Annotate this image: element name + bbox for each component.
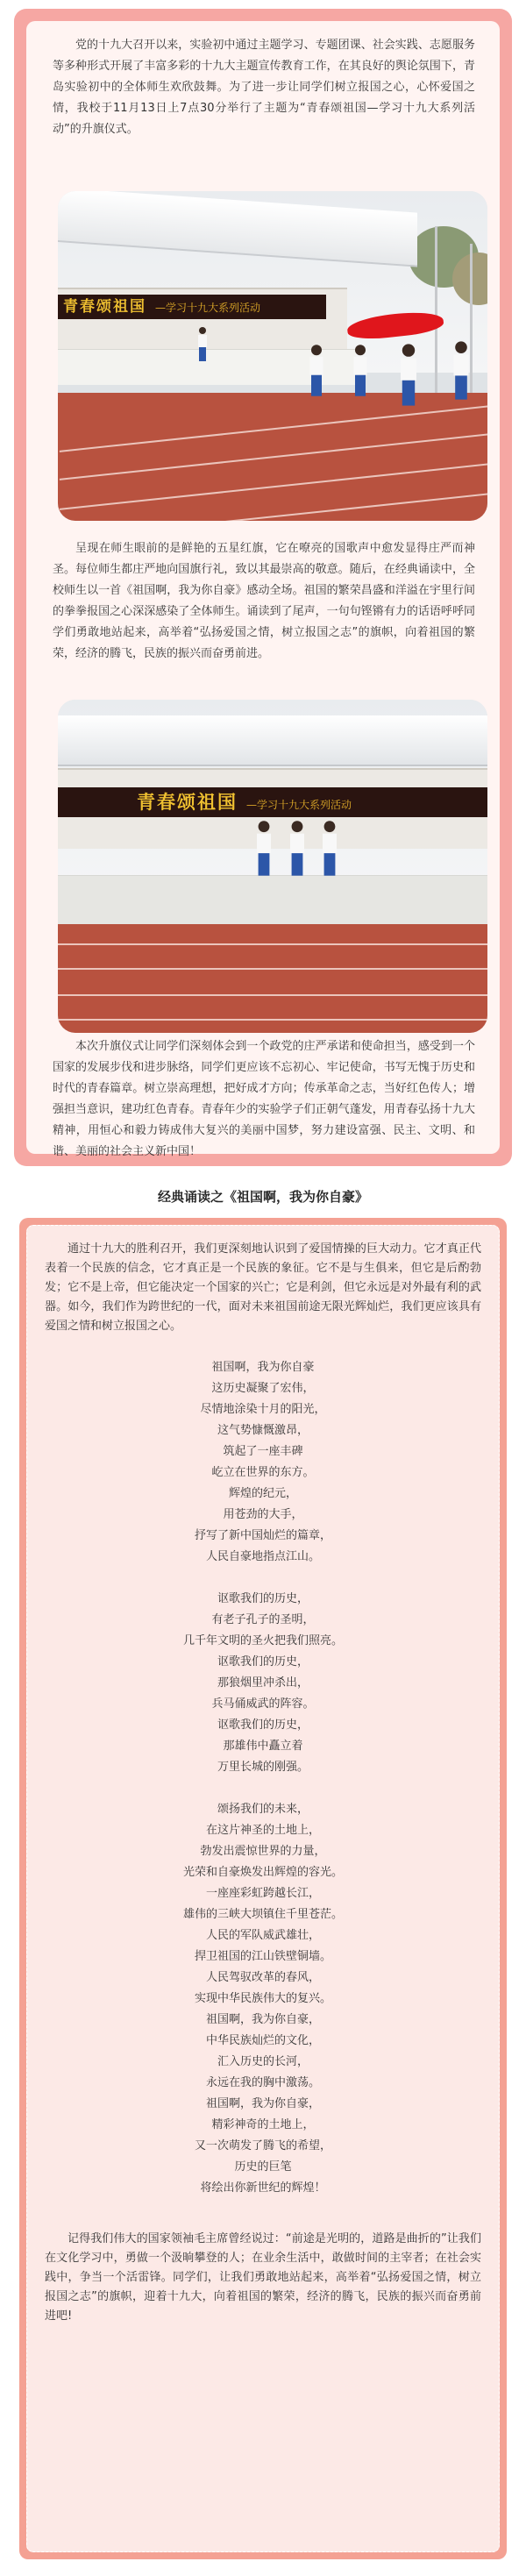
poem-line: 这气势慷慨激昂，	[217, 1424, 309, 1437]
paragraph-ceremony: 呈现在师生眼前的是鲜艳的五星红旗，它在嘹亮的国歌声中愈发显得庄严而神圣。每位师生都庄严地向国旗行礼，致以其最崇高的敬意。随后，在经典诵读中，全校师生以一首《祖国啊，我为你自豪》感动全场。祖国的繁荣昌盛和洋溢在宇里行间的拳拳报国之心深深感染了全体师生。诵读到了尾声，一句句铿锵有力的话语呼呼同学们勇敢地站起来，高举着“弘扬爱国之情，树立报国之志”的旗帜，向着祖国的繁荣，经济的腾飞，民族的振兴而奋勇前进。	[53, 542, 475, 660]
banner-subtitle: —学习十九大系列活动	[246, 799, 352, 811]
recitation-card-inner	[26, 1225, 500, 2552]
article-card	[14, 9, 512, 1166]
paragraph-intro: 党的十九大召开以来，实验初中通过主题学习、专题团课、社会实践、志愿服务等多种形式开展了丰富多彩的十九大主题宣传教育工作，在其良好的舆论氛围下，青岛实验初中的全体师生欢欣鼓舞。为了进一步让同学们树立报国之心，心怀爱国之情，我校于11月13日上7点30分举行了主题为“青春颂祖国—学习十九大系列活动”的升旗仪式。	[53, 39, 475, 136]
poem-line: 历史的巨笔	[234, 2160, 292, 2174]
running-track	[58, 393, 487, 521]
poem-stanza-break	[27, 1778, 499, 1799]
poem-line: 有老子孔子的圣明，	[211, 1613, 315, 1626]
poem-line: 精彩神奇的土地上，	[211, 2118, 315, 2131]
section-title: 经典诵读之《祖国啊，我为你自豪》	[157, 1189, 368, 1205]
poem-line: 将绘出你新世纪的辉煌！	[200, 2181, 326, 2195]
event-banner-2	[58, 787, 487, 817]
poem-line: 讴歌我们的历史，	[217, 1719, 309, 1732]
poem-line: 筑起了一座丰碑	[223, 1445, 303, 1458]
poem-line: 又一次萌发了腾飞的希望，	[194, 2139, 331, 2153]
poem-line: 兵马俑威武的阵容。	[211, 1697, 315, 1711]
event-banner-1	[58, 295, 326, 319]
poem-line: 勃发出震惊世界的力量，	[200, 1845, 326, 1858]
poem-line: 人民的军队威武雄壮，	[205, 1929, 320, 1942]
banner-subtitle: —学习十九大系列活动	[155, 302, 261, 314]
poem-line: 实现中华民族伟大的复兴。	[194, 1992, 331, 2005]
poem-line: 那狼烟里冲杀出，	[217, 1676, 309, 1690]
flag-ceremony-photo-2	[58, 700, 487, 1033]
poem-line: 讴歌我们的历史，	[217, 1592, 309, 1605]
poem-line: 捍卫祖国的江山铁壁铜墙。	[194, 1950, 331, 1963]
poem-line: 人民驾驭改革的春风，	[205, 1971, 320, 1984]
poem-line: 在这片神圣的土地上，	[205, 1824, 320, 1837]
canopy-roof	[58, 715, 487, 766]
poem-line: 一座座彩虹跨越长江，	[205, 1887, 320, 1900]
poem-line: 几千年文明的圣火把我们照亮。	[182, 1634, 343, 1647]
poem-line: 祖国啊，我为你自豪，	[205, 2013, 320, 2026]
recitation-intro: 通过十九大的胜利召开，我们更深刻地认识到了爱国情操的巨大动力。它才真正代表着一个民族的信念，它才真正是一个民族的象征。它不是与生俱来，但它是后酌勃发；它不是上帝，但它能决定一个国家的兴亡；它是利剑，但它永远是对外最有利的武器。如今，我们作为跨世纪的一代，面对未来祖国前途无限光辉灿烂，我们更应该具有爱国之情和树立报国之心。	[45, 1242, 481, 1333]
banner-title: 青春颂祖国	[63, 298, 146, 316]
poem-line: 颂扬我们的未来，	[217, 1803, 309, 1816]
poem-line: 屹立在世界的东方。	[211, 1466, 315, 1479]
poem-line: 雄伟的三峡大坝镇住千里苍茫。	[182, 1908, 343, 1921]
recitation-closing: 记得我们伟大的国家领袖毛主席曾经说过：“前途是光明的，道路是曲折的”让我们在文化学习中，勇做一个汲晌攀登的人；在业余生活中，敢做时间的主宰者；在社会实践中，争当一个活雷锋。同学们，让我们勇敢地站起来，高举着“弘扬爱国之情，树立报国之志”的旗帜，迎着十九大，向着祖国的繁荣，经济的腾飞，民族的振兴而奋勇前进吧!	[45, 2232, 481, 2323]
poem	[27, 1357, 499, 2199]
poem-line: 永远在我的胸中激荡。	[205, 2076, 320, 2089]
article-card-inner	[26, 21, 500, 1158]
banner-title: 青春颂祖国	[137, 791, 238, 813]
recitation-card	[19, 1218, 507, 2559]
poem-line: 人民自豪地指点江山。	[205, 1550, 320, 1563]
paragraph-conclusion: 本次升旗仪式让同学们深刻体会到一个政党的庄严承诺和使命担当，感受到一个国家的发展步伐和进步脉络，同学们更应该不忘初心、牢记使命，书写无愧于历史和时代的青春篇章。树立崇高理想，把好成才方向；传承革命之志，当好红色传人；增强担当意识，建功红色青春。青春年少的实验学子们正朝气蓬发，用青春弘扬十九大精神，用恒心和毅力铸成伟大复兴的美丽中国梦，努力建设富强、民主、文明、和谐、美丽的社会主义新中国！	[53, 1040, 475, 1158]
flag-ceremony-photo-1	[58, 191, 487, 521]
poem-line: 汇入历史的长河，	[217, 2055, 309, 2068]
poem-line: 抒写了新中国灿烂的篇章，	[194, 1529, 331, 1542]
poem-line: 这历史凝聚了宏伟，	[211, 1382, 315, 1395]
poem-line: 万里长城的刚强。	[217, 1761, 309, 1774]
running-track	[58, 924, 487, 1033]
poem-line: 尽情地涂染十月的阳光，	[200, 1403, 326, 1416]
poem-line: 光荣和自豪焕发出辉煌的容光。	[182, 1866, 343, 1879]
poem-line: 讴歌我们的历史，	[217, 1655, 309, 1669]
poem-line: 用苍劲的大手，	[223, 1508, 303, 1521]
poem-stanza-break	[27, 1568, 499, 1589]
poem-line: 祖国啊，我为你自豪，	[205, 2097, 320, 2110]
poem-line: 那雄伟中矗立着	[223, 1740, 303, 1753]
poem-line: 祖国啊，我为你自豪	[211, 1361, 315, 1374]
poem-line: 中华民族灿烂的文化，	[205, 2034, 320, 2047]
poem-line: 辉煌的纪元，	[228, 1487, 297, 1500]
